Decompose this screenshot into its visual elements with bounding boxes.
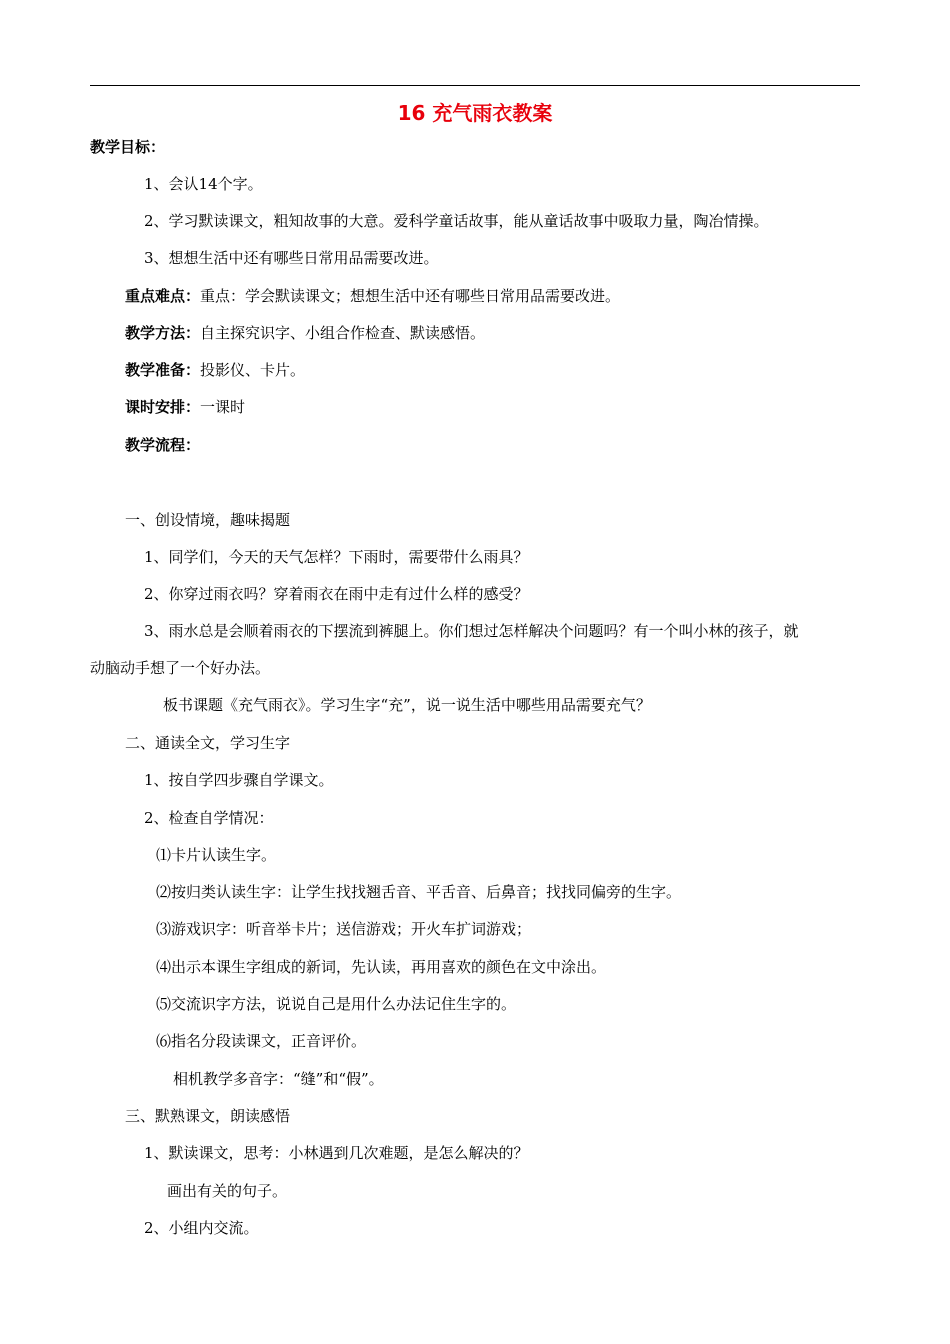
sub-item: ⑶游戏识字：听音举卡片；送信游戏；开火车扩词游戏；	[156, 920, 532, 938]
info-label: 重点难点：	[125, 287, 201, 305]
info-label: 教学方法：	[125, 324, 201, 342]
section-item: 3、雨水总是会顺着雨衣的下摆流到裤腿上。你们想过怎样解决个问题吗？有一个叫小林的孩子，就	[144, 622, 799, 640]
flow-heading: 教学流程：	[125, 436, 201, 454]
section-item: 2、小组内交流。	[144, 1219, 259, 1237]
section-note: 相机教学多音字：“缝”和“假”。	[173, 1070, 384, 1088]
section-item: 1、同学们，今天的天气怎样？下雨时，需要带什么雨具？	[144, 548, 529, 566]
info-label: 课时安排：	[125, 398, 201, 416]
info-row-preparation	[125, 360, 305, 380]
section-item: 1、默读课文，思考：小林遇到几次难题，是怎么解决的？	[144, 1144, 529, 1162]
info-row-schedule	[125, 397, 245, 417]
section-item: 1、按自学四步骤自学课文。	[144, 771, 334, 789]
section-heading: 二、通读全文，学习生字	[125, 734, 291, 752]
goal-item: 1、会认14个字。	[144, 175, 263, 193]
goal-item: 3、想想生活中还有哪些日常用品需要改进。	[144, 249, 439, 267]
section-heading: 一、创设情境，趣味揭题	[125, 511, 291, 529]
section-heading: 三、默熟课文，朗读感悟	[125, 1107, 291, 1125]
info-row-key-points	[125, 286, 620, 306]
document-title: 16 充气雨衣教案	[397, 101, 553, 125]
sub-item: ⑷出示本课生字组成的新词，先认读，再用喜欢的颜色在文中涂出。	[156, 958, 607, 976]
section-item: 2、你穿过雨衣吗？穿着雨衣在雨中走有过什么样的感受？	[144, 585, 529, 603]
info-value: 一课时	[200, 398, 246, 416]
sub-item: ⑵按归类认读生字：让学生找找翘舌音、平舌音、后鼻音；找找同偏旁的生字。	[156, 883, 682, 901]
sub-item: ⑸交流识字方法，说说自己是用什么办法记住生字的。	[156, 995, 517, 1013]
info-value: 自主探究识字、小组合作检查、默读感悟。	[200, 324, 486, 342]
info-value: 投影仪、卡片。	[200, 361, 306, 379]
header-rule	[90, 85, 860, 86]
section-item-continuation: 动脑动手想了一个好办法。	[90, 659, 271, 677]
info-value: 重点：学会默读课文；想想生活中还有哪些日常用品需要改进。	[200, 287, 621, 305]
info-row-method	[125, 323, 485, 343]
goals-heading: 教学目标：	[90, 138, 166, 156]
section-item-continuation: 画出有关的句子。	[167, 1182, 288, 1200]
info-label: 教学准备：	[125, 361, 201, 379]
section-item: 2、检查自学情况：	[144, 809, 274, 827]
section-note: 板书课题《充气雨衣》。学习生字“充”，说一说生活中哪些用品需要充气？	[163, 696, 651, 714]
sub-item: ⑴卡片认读生字。	[156, 846, 277, 864]
goal-item: 2、学习默读课文，粗知故事的大意。爱科学童话故事，能从童话故事中吸取力量，陶冶情操。	[144, 212, 769, 230]
sub-item: ⑹指名分段读课文，正音评价。	[156, 1032, 367, 1050]
